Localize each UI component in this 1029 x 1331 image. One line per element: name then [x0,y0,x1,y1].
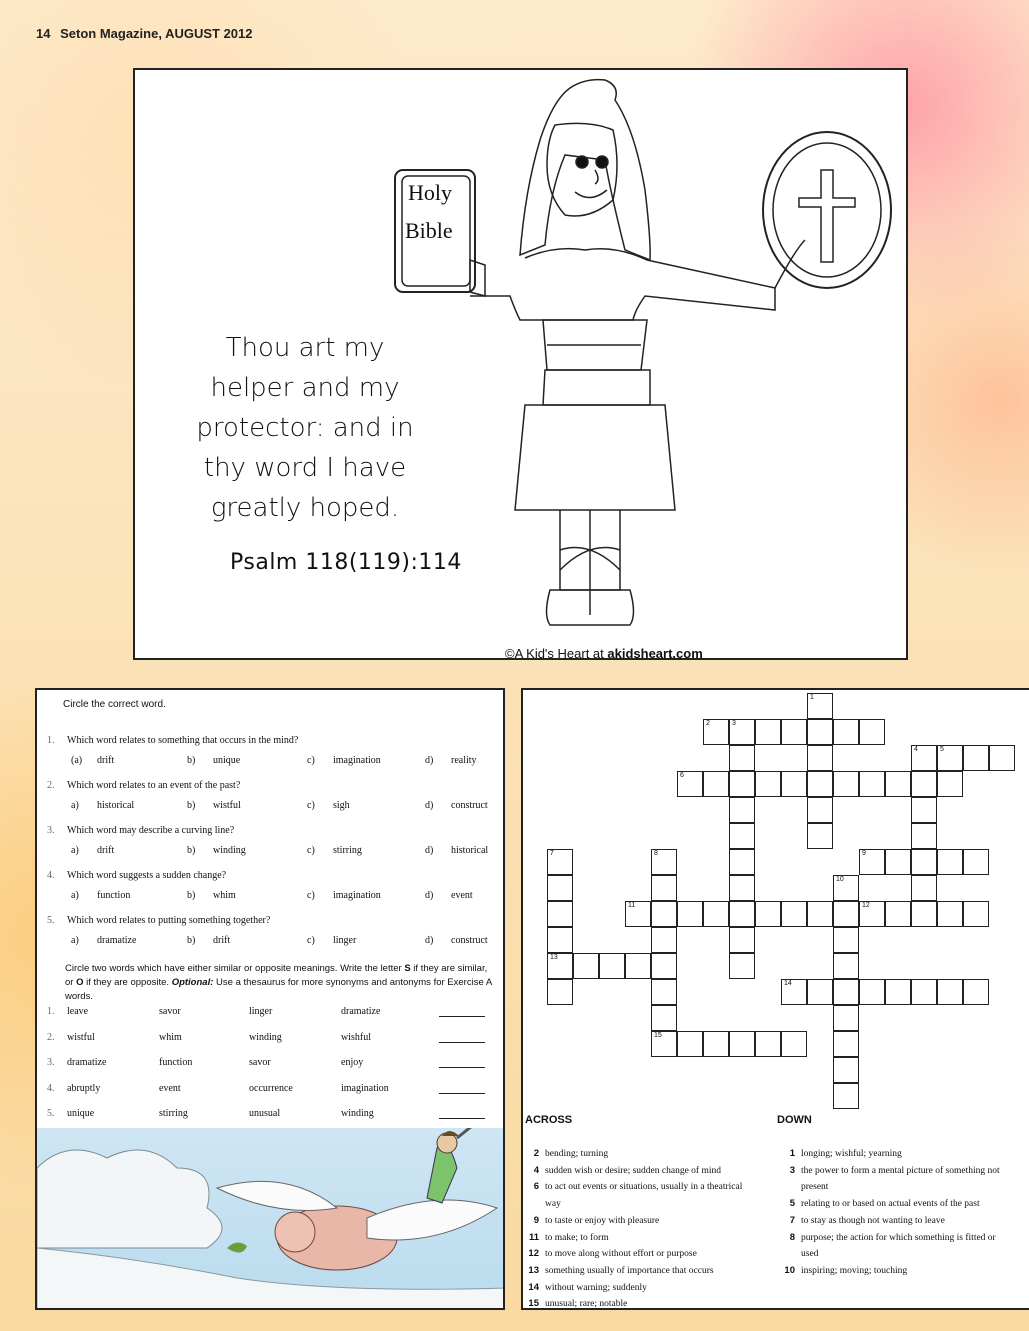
crossword-cell[interactable] [859,849,885,875]
answer-blank[interactable] [439,1067,485,1068]
crossword-cell[interactable] [833,927,859,953]
vocabulary-exercises-panel [35,688,505,1310]
option-word[interactable]: drift [97,755,115,766]
instr-letter-s: S [404,963,411,974]
cell-number: 15 [654,1032,662,1039]
question-number: 2. [47,780,55,791]
crossword-cell[interactable] [703,901,729,927]
option-letter: c) [307,845,315,856]
choice-word[interactable]: unusual [249,1108,281,1119]
crossword-cell[interactable] [833,875,859,901]
option-word[interactable]: stirring [333,845,362,856]
crossword-cell[interactable] [885,901,911,927]
clue-number: 13 [528,1264,539,1276]
crossword-cell[interactable] [729,953,755,979]
crossword-cell[interactable] [885,979,911,1005]
crossword-cell[interactable] [729,745,755,771]
choice-word[interactable]: winding [249,1031,282,1043]
exercise-a-intro: Circle the correct word. [63,699,166,710]
cell-number: 11 [628,902,636,909]
clue-number: 3 [789,1164,795,1176]
coloring-page-panel [133,68,908,660]
crossword-cell[interactable] [651,953,677,979]
answer-blank[interactable] [439,1093,485,1094]
choice-word[interactable]: linger [249,1006,273,1017]
flying-pig-art [37,1128,505,1310]
crossword-cell[interactable] [963,745,989,771]
crossword-cell[interactable] [547,849,573,875]
crossword-cell[interactable] [911,875,937,901]
option-word[interactable]: whim [213,890,236,901]
crossword-cell[interactable] [755,771,781,797]
option-letter: a) [71,890,79,901]
crossword-cell[interactable] [807,693,833,719]
option-letter: a) [71,845,79,856]
clue-text: without warning; suddenly [545,1282,647,1293]
crossword-cell[interactable] [781,901,807,927]
crossword-cell[interactable] [703,771,729,797]
cell-number: 3 [732,720,736,727]
crossword-cell[interactable] [807,979,833,1005]
option-word[interactable]: construct [451,800,488,811]
option-word[interactable]: drift [213,935,231,946]
clue-number: 8 [789,1231,795,1243]
crossword-cell[interactable] [677,771,703,797]
clue-text: unusual; rare; notable [545,1299,628,1310]
crossword-cell[interactable] [651,849,677,875]
choice-word[interactable]: dramatize [341,1006,381,1017]
row-number: 5. [47,1108,55,1119]
clue-text: bending; turning [545,1149,609,1159]
option-word[interactable]: imagination [333,755,381,766]
cell-number: 6 [680,772,684,779]
question-text: Which word relates to an event of the past? [67,780,241,791]
crossword-cell[interactable] [729,719,755,745]
option-letter: a) [71,800,79,811]
crossword-cell[interactable] [573,953,599,979]
clue-text: sudden wish or desire; sudden change of mind [545,1165,721,1176]
crossword-cell[interactable] [729,875,755,901]
cell-number: 5 [940,746,944,753]
crossword-cell[interactable] [807,719,833,745]
clue-text: to stay as though not wanting to leave [801,1215,945,1226]
crossword-cell[interactable] [937,901,963,927]
crossword-cell[interactable] [729,771,755,797]
crossword-cell[interactable] [859,979,885,1005]
clue-text: to taste or enjoy with pleasure [545,1215,660,1226]
clue-text: to make; to form [545,1232,609,1243]
question-number: 3. [47,825,55,836]
cell-number: 13 [550,954,558,961]
choice-word[interactable]: imagination [341,1082,389,1094]
crossword-cell[interactable] [703,1031,729,1057]
crossword-cell[interactable] [781,719,807,745]
clue-text: to act out events or situations, usually in a theatrical way [545,1182,743,1209]
crossword-cell[interactable] [833,979,859,1005]
question-text: Which word relates to putting something together? [67,915,271,926]
question-text: Which word may describe a curving line? [67,825,235,836]
crossword-cell[interactable] [755,901,781,927]
question-text: Which word suggests a sudden change? [67,870,227,881]
option-word[interactable]: event [451,890,473,901]
across-heading: ACROSS [525,1114,573,1126]
option-word[interactable]: dramatize [97,935,137,946]
crossword-cell[interactable] [833,771,859,797]
answer-blank[interactable] [439,1016,485,1017]
clue-number: 12 [528,1248,539,1260]
instr-optional-label: Optional: [171,977,214,988]
option-word[interactable]: reality [451,755,477,766]
choice-word[interactable]: enjoy [341,1057,364,1068]
clue-text: longing; wishful; yearning [801,1149,902,1159]
row-number: 1. [47,1006,55,1017]
crossword-cell[interactable] [703,719,729,745]
clue-number: 7 [789,1214,795,1226]
verse-reference: Psalm 118(119):114 [230,550,462,575]
question-number: 5. [47,915,55,926]
crossword-cell[interactable] [911,823,937,849]
crossword-cell[interactable] [807,771,833,797]
answer-blank[interactable] [439,1118,485,1119]
option-word[interactable]: function [97,890,131,901]
crossword-cell[interactable] [911,745,937,771]
option-letter: c) [307,935,315,946]
crossword-cell[interactable] [911,849,937,875]
cell-number: 10 [836,876,844,883]
option-word[interactable]: construct [451,935,488,946]
crossword-cell[interactable] [729,901,755,927]
crossword-cell[interactable] [599,953,625,979]
crossword-cell[interactable] [625,953,651,979]
bible-text-bible: Bible [405,218,453,243]
choice-word[interactable]: savor [249,1057,271,1068]
crossword-cell[interactable] [937,979,963,1005]
option-letter: (a) [71,755,83,766]
clue-number: 9 [533,1214,539,1226]
clue-text: the power to form a mental picture of something not present [801,1165,1000,1193]
crossword-cell[interactable] [833,1057,859,1083]
choice-word[interactable]: stirring [159,1108,188,1119]
row-number: 4. [47,1082,55,1094]
bible-text-holy: Holy [408,180,452,205]
cell-number: 4 [914,746,918,753]
cell-number: 7 [550,850,554,857]
choice-word[interactable]: unique [67,1108,95,1119]
exercise-b-instructions [65,962,495,1004]
crossword-cell[interactable] [547,953,573,979]
page-header [36,26,253,41]
crossword-cell[interactable] [781,771,807,797]
crossword-cell[interactable] [547,979,573,1005]
option-letter: c) [307,755,315,766]
clue-number: 2 [533,1148,539,1159]
bible-verse: Thou art my helper and my protector: and in thy word I have greatly hoped. [196,333,414,523]
clue-number: 10 [784,1264,795,1276]
flying-pig-illustration [37,1128,505,1310]
option-letter: d) [425,890,434,901]
choice-word[interactable]: occurrence [249,1082,293,1094]
option-letter: b) [187,755,196,766]
crossword-cell[interactable] [677,1031,703,1057]
instr-text-4: Use a thesaurus for more synonyms and antonyms for Exercise A words. [65,977,492,1002]
row-number: 2. [47,1031,55,1043]
crossword-cell[interactable] [963,979,989,1005]
cell-number: 14 [784,980,792,987]
crossword-cell[interactable] [833,1083,859,1109]
clue-number: 6 [533,1181,539,1193]
cell-number: 9 [862,850,866,857]
crossword-cell[interactable] [651,927,677,953]
credit-prefix: ©A Kid's Heart at [505,646,608,660]
clue-text: inspiring; moving; touching [801,1265,908,1276]
instr-letter-o: O [76,977,84,988]
crossword-panel [521,688,1029,1310]
crossword-cell[interactable] [729,1031,755,1057]
question-text: Which word relates to something that occurs in the mind? [67,735,299,746]
clue-text: purpose; the action for which something is fitted or used [801,1232,996,1259]
option-letter: d) [425,845,434,856]
cell-number: 12 [862,902,870,909]
option-letter: d) [425,755,434,766]
choice-word[interactable]: wistful [67,1031,95,1043]
crossword-cell[interactable] [833,1005,859,1031]
crossword-cell[interactable] [963,901,989,927]
clue-number: 14 [528,1281,539,1293]
cell-number: 1 [810,694,814,701]
crossword-cell[interactable] [937,745,963,771]
option-letter: c) [307,890,315,901]
crossword-cell[interactable] [833,719,859,745]
option-letter: b) [187,800,196,811]
option-letter: d) [425,935,434,946]
page-number: 14 [36,26,51,41]
crossword-cell[interactable] [859,771,885,797]
choice-word[interactable]: whim [159,1031,182,1043]
clue-number: 15 [528,1298,539,1310]
credit-site: akidsheart.com [607,646,703,660]
choice-word[interactable]: dramatize [67,1057,107,1068]
option-letter: b) [187,845,196,856]
option-word[interactable]: linger [333,935,357,946]
crossword-cell[interactable] [729,797,755,823]
crossword-cell[interactable] [807,901,833,927]
crossword-cell[interactable] [911,771,937,797]
clue-number: 5 [789,1198,795,1210]
crossword-cell[interactable] [833,901,859,927]
down-heading: DOWN [777,1114,812,1126]
crossword-cell[interactable] [651,875,677,901]
row-number: 3. [47,1057,55,1068]
option-word[interactable]: winding [213,845,246,856]
crossword-cell[interactable] [989,745,1015,771]
option-letter: b) [187,935,196,946]
clue-number: 11 [528,1231,539,1243]
crossword-cell[interactable] [755,1031,781,1057]
question-number: 1. [47,735,55,746]
crossword-cell[interactable] [833,1031,859,1057]
crossword-cell[interactable] [911,901,937,927]
cell-number: 8 [654,850,658,857]
credit-line [505,646,703,660]
crossword-cell[interactable] [885,771,911,797]
crossword-cell[interactable] [911,979,937,1005]
crossword-cell[interactable] [651,1005,677,1031]
saint-figure-illustration [375,70,895,630]
crossword-cell[interactable] [729,927,755,953]
crossword-cell[interactable] [729,849,755,875]
option-word[interactable]: unique [213,755,241,766]
crossword-cell[interactable] [859,719,885,745]
magazine-title: Seton Magazine, AUGUST 2012 [60,26,253,41]
crossword-cell[interactable] [729,823,755,849]
crossword-cell[interactable] [885,849,911,875]
crossword-cell[interactable] [651,901,677,927]
crossword-cell[interactable] [547,901,573,927]
option-word[interactable]: historical [451,845,489,856]
choice-word[interactable]: winding [341,1108,374,1119]
choice-word[interactable]: leave [67,1006,89,1017]
option-word[interactable]: imagination [333,890,381,901]
clue-text: to move along without effort or purpose [545,1249,697,1260]
crossword-cell[interactable] [755,719,781,745]
crossword-cell[interactable] [781,979,807,1005]
crossword-cell[interactable] [859,901,885,927]
choice-word[interactable]: wishful [341,1031,371,1043]
crossword-cell[interactable] [625,901,651,927]
crossword-cell[interactable] [807,797,833,823]
crossword-cell[interactable] [807,823,833,849]
crossword-cell[interactable] [651,1031,677,1057]
option-word[interactable]: wistful [213,800,241,811]
choice-word[interactable]: savor [159,1006,181,1017]
instr-text-1: Circle two words which have either similar or opposite meanings. Write the letter [65,963,405,974]
crossword-cell[interactable] [963,849,989,875]
option-letter: d) [425,800,434,811]
option-word[interactable]: sigh [333,800,350,811]
crossword-cell[interactable] [651,979,677,1005]
instr-text-3: if they are opposite. [83,977,172,988]
crossword-cell[interactable] [677,901,703,927]
crossword-cell[interactable] [911,797,937,823]
clue-text: relating to or based on actual events of the past [801,1199,980,1210]
option-word[interactable]: historical [97,800,135,811]
choice-word[interactable]: abruptly [67,1082,101,1094]
option-word[interactable]: drift [97,845,115,856]
instr-text-2: if they are similar, or [65,963,488,988]
option-letter: c) [307,800,315,811]
option-letter: b) [187,890,196,901]
choice-word[interactable]: function [159,1057,193,1068]
clue-number: 1 [789,1148,795,1159]
crossword-cell[interactable] [937,771,963,797]
answer-blank[interactable] [439,1042,485,1043]
crossword-cell[interactable] [781,1031,807,1057]
crossword-cell[interactable] [547,875,573,901]
choice-word[interactable]: event [159,1082,181,1094]
option-letter: a) [71,935,79,946]
question-number: 4. [47,870,55,881]
crossword-cell[interactable] [833,953,859,979]
crossword-cell[interactable] [547,927,573,953]
clue-number: 4 [533,1164,539,1176]
crossword-cell[interactable] [807,745,833,771]
crossword-cell[interactable] [937,849,963,875]
cell-number: 2 [706,720,710,727]
clue-text: something usually of importance that occurs [545,1265,714,1276]
